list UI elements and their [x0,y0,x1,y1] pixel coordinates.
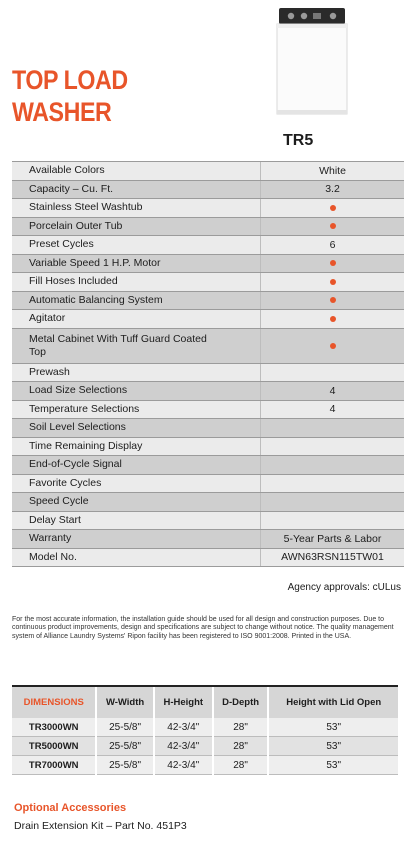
dimension-cell: 28" [213,718,269,737]
dimensions-header: D-Depth [213,686,269,718]
dimensions-row [12,737,398,756]
spec-value [261,437,405,456]
spec-label: Model No. [12,548,261,567]
dot-icon [330,205,336,211]
dot-icon [330,316,336,322]
accessories-title: Optional Accessories [14,802,127,814]
dimension-cell: 42-3/4" [154,718,213,737]
spec-row [12,328,404,363]
spec-row [12,273,404,292]
dimension-cell: 25-5/8" [96,737,153,756]
page-title [12,64,128,128]
spec-value: AWN63RSN115TW01 [261,548,405,567]
spec-row [12,530,404,549]
spec-value: 4 [261,382,405,401]
spec-label: Time Remaining Display [12,437,261,456]
feature-dot-icon [261,328,405,363]
spec-row [12,363,404,382]
spec-value [261,511,405,530]
spec-label: Fill Hoses Included [12,273,261,292]
spec-label: Stainless Steel Washtub [12,199,261,218]
spec-label: End-of-Cycle Signal [12,456,261,475]
accessory-item: Drain Extension Kit – Part No. 451P3 [14,820,187,832]
dimensions-header: Height with Lid Open [268,686,398,718]
spec-row [12,511,404,530]
model-name: TR5 [283,132,314,149]
spec-row [12,474,404,493]
spec-row [12,291,404,310]
feature-dot-icon [261,291,405,310]
spec-value [261,456,405,475]
spec-label: Prewash [12,363,261,382]
spec-row [12,162,404,181]
spec-label: Variable Speed 1 H.P. Motor [12,254,261,273]
spec-value: 4 [261,400,405,419]
spec-value: 6 [261,236,405,255]
spec-value: 5-Year Parts & Labor [261,530,405,549]
model-number-cell: TR3000WN [12,718,96,737]
dimensions-header: W-Width [96,686,153,718]
dimension-cell: 25-5/8" [96,756,153,775]
spec-row [12,217,404,236]
spec-label: Temperature Selections [12,400,261,419]
agency-approvals: Agency approvals: cULus [287,582,401,593]
dot-icon [330,223,336,229]
spec-label: Favorite Cycles [12,474,261,493]
spec-row [12,400,404,419]
dimension-cell: 42-3/4" [154,756,213,775]
spec-row [12,180,404,199]
spec-row [12,419,404,438]
spec-label: Metal Cabinet With Tuff Guard Coated Top [12,328,261,363]
feature-dot-icon [261,199,405,218]
dimension-cell: 42-3/4" [154,737,213,756]
title-line-1: TOP LOAD [12,65,128,95]
dot-icon [330,279,336,285]
dimensions-table [12,685,398,775]
dimension-cell: 25-5/8" [96,718,153,737]
dimension-cell: 53" [268,737,398,756]
dimension-cell: 28" [213,737,269,756]
spec-row [12,382,404,401]
spec-value [261,493,405,512]
dot-icon [330,260,336,266]
spec-value [261,363,405,382]
model-number-cell: TR7000WN [12,756,96,775]
spec-value [261,474,405,493]
disclaimer-text: For the most accurate information, the installation guide should be used for all design and construction purposes. Due to continuous product improvements, design and specifications are subject to change without notice. The quality management system of Alliance Laundry Systems' Ripon facility has been registered to ISO 9001:2008. Printed in the USA. [12,616,394,640]
feature-dot-icon [261,273,405,292]
spec-row [12,310,404,329]
spec-row [12,254,404,273]
spec-value: White [261,162,405,181]
spec-label: Soil Level Selections [12,419,261,438]
dimension-cell: 53" [268,718,398,737]
spec-label: Delay Start [12,511,261,530]
spec-label: Speed Cycle [12,493,261,512]
spec-row [12,548,404,567]
dimensions-header: H-Height [154,686,213,718]
model-number-cell: TR5000WN [12,737,96,756]
dimensions-row [12,756,398,775]
spec-label: Capacity – Cu. Ft. [12,180,261,199]
spec-value: 3.2 [261,180,405,199]
spec-label: Automatic Balancing System [12,291,261,310]
dimension-cell: 53" [268,756,398,775]
spec-row [12,236,404,255]
dimensions-header: DIMENSIONS [12,686,96,718]
feature-dot-icon [261,217,405,236]
feature-dot-icon [261,310,405,329]
spec-table [12,161,404,567]
spec-label: Porcelain Outer Tub [12,217,261,236]
title-line-2: WASHER [12,97,112,127]
spec-row [12,456,404,475]
spec-row [12,493,404,512]
dot-icon [330,297,336,303]
spec-label: Agitator [12,310,261,329]
feature-dot-icon [261,254,405,273]
spec-label: Load Size Selections [12,382,261,401]
spec-value [261,419,405,438]
spec-row [12,199,404,218]
spec-row [12,437,404,456]
spec-label: Warranty [12,530,261,549]
dimensions-row [12,718,398,737]
washer-image [273,6,351,118]
dimension-cell: 28" [213,756,269,775]
dot-icon [330,343,336,349]
spec-label: Preset Cycles [12,236,261,255]
spec-label: Available Colors [12,162,261,181]
